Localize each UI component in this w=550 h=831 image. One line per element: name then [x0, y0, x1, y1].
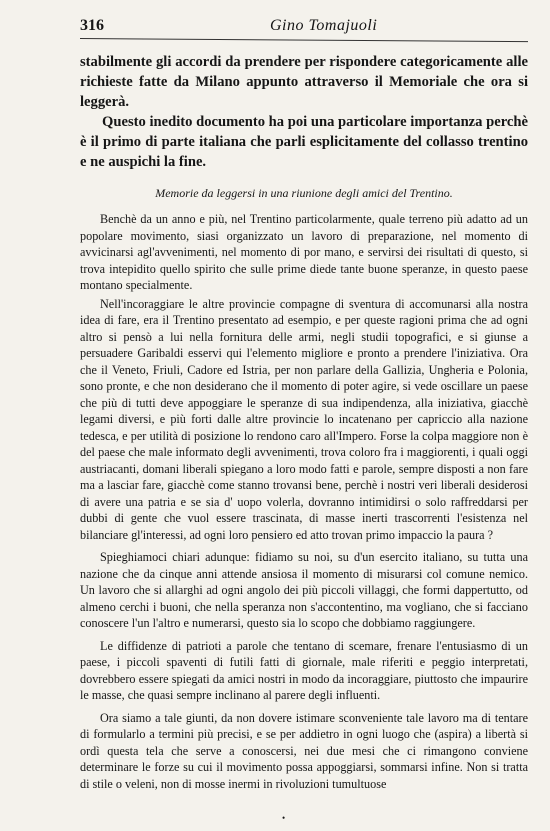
body-paragraph: Nell'incoraggiare le altre provincie compagne di sventura di accomunarsi alla nostra idea di fare, era il Trentino presentato ad esempio, e per queste ragioni prima che ad ogni altro si pensò a lui nella fornitura delle armi, negli studii topografici, e si giunse a persuadere Garibaldi esservi qui l'elemento migliore e pronto a prendere l'iniziativa. Ora che il Veneto, Friuli, Cadore ed Istria, per non parlare della Gallizia, Ungheria e Polonia, sono pronte, e che non desiderano che il momento di poter agire, si vede oscillare un paese che più di tutti deve appoggiare le speranze di sua indipendenza, alla iniziativa, giacchè legami diversi, e più forti dalle altre provincie lo incatenano per capriccio alla nazione tedesca, e per utilità di posizione lo rendono caro all'Impero. Forse la colpa maggiore non è del paese che male informato degli avvenimenti, trova coloro fra i maggiorenti, i quali oggi austriacanti, domani liberali spiegano a loro modo fatti e parole, sempre disposti a non fare ma a lasciar fare, giacchè come stanno trovansi bene, perchè i nostri veri liberali desiderosi di avere una patria e se sia d' uopo volerla, dovranno intimidirsi o solo raffreddarsi per dubbi di gente che vuol essere trascinata, di masse inerti trascorrenti l'esistenza nel bilanciare gl'interessi, ad ogni loro pensiero ed atto trovan primo impaccio la paura ? — [80, 296, 528, 542]
intro-paragraph: stabilmente gli accordi da prendere per rispondere categoricamente alle richieste fatte da Milano appunto attraverso il Memoriale che ora si leggerà. — [80, 54, 528, 110]
header-rule — [80, 38, 528, 42]
page-header — [80, 14, 528, 40]
running-head: Gino Tomajuoli — [270, 17, 378, 34]
body-paragraph: Spieghiamoci chiari adunque: fidiamo su noi, su d'un esercito italiano, su tutta una nazione che da cinque anni attende ansiosa il momento di misurarsi col comune nemico. Un lavoro che si allarghi ad ogni angolo dei più piccoli villaggi, che formi dappertutto, od almeno cerchi i buoni, che nella speranza non s'accontentino, ma vogliano, che si facciano conoscere l'un l'altro e numerarsi, questo sia lo scopo che dobbiamo raggiungere. — [80, 550, 528, 630]
body-paragraph: Benchè da un anno e più, nel Trentino particolarmente, quale terreno più adatto ad un popolare movimento, siasi organizzato un lavoro di preparazione, nel momento di avvicinarsi agl'avvenimenti, nel momento di por mano, e servirsi dei risultati di questo, si trova intepidito quello spirito che sulle prime diede tante buone speranze, in questo paese montano specialmente. — [80, 212, 528, 292]
body-paragraph: Ora siamo a tale giunti, da non dovere istimare sconveniente tale lavoro ma di tentare di formularlo a termini più precisi, e se per addietro in ogni luogo che (aspira) a libertà si ordì questa tela che serve a conoscersi, nei due mesi che ci rimangono conviene determinare le forze su cui il movimento possa appoggiarsi, sommarsi infine. Non si tratta di stile o veleni, non di mosse inermi in rivoluzioni tumultuose — [80, 710, 528, 791]
page-content — [80, 52, 528, 792]
body-paragraph: Le diffidenze di patrioti a parole che tentano di scemare, frenare l'entusiasmo di un paese, i piccoli spaventi di futili fatti di giornale, male riferiti e peggio interpretati, dovrebbero essere spiegati da amici nostri in modo da incoraggiare, piuttosto che impaurire le masse, che quasi sempre inclinano al parere degli influenti. — [80, 638, 528, 702]
intro-paragraph: Questo inedito documento ha poi una particolare importanza perchè è il primo di parte italiana che parli esplicitamente del collasso trentino e ne auspichi la fine. — [80, 114, 528, 170]
footer-mark: • — [282, 813, 286, 823]
page-number: 316 — [80, 17, 104, 34]
memoir-body — [80, 211, 528, 792]
section-title: Memorie da leggersi in una riunione degli amici del Trentino. — [155, 186, 453, 200]
